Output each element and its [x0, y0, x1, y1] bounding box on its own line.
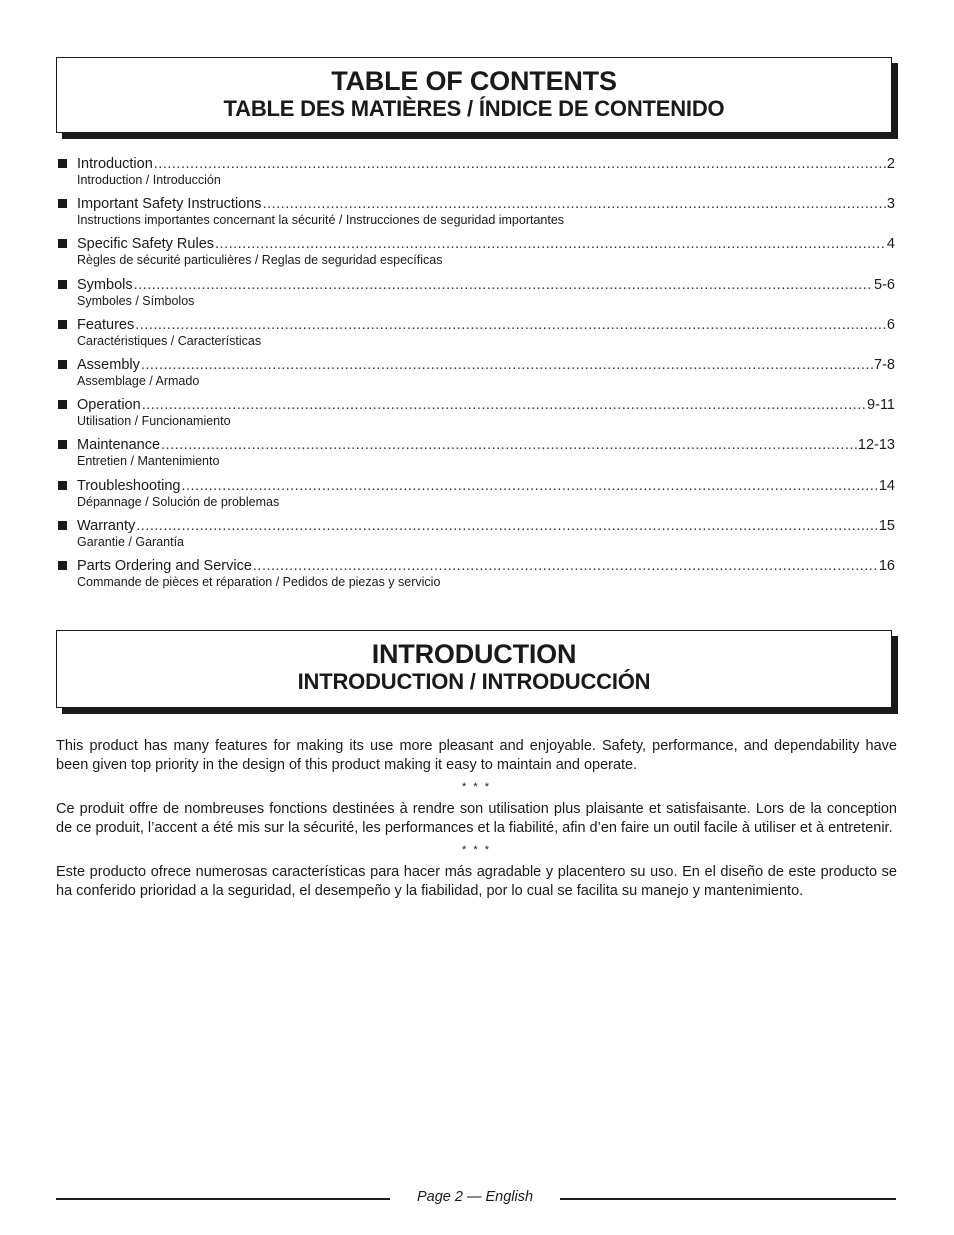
- separator-stars: * * *: [462, 844, 491, 856]
- intro-paragraph-french: Ce produit offre de nombreuses fonctions destinées à rendre son utilisation plus plaisante et satisfaisante. Lors de la conception de ce produit, l’accent a été mis sur la sécurité, les performances et la fiabilité, afin d’en faire un outil facile à utiliser et à entretenir.: [56, 801, 897, 836]
- toc-header: [56, 57, 898, 139]
- toc-entry[interactable]: [56, 557, 895, 597]
- toc-entry-translation: Commande de pièces et réparation / Pedidos de piezas y servicio: [77, 574, 441, 589]
- toc-entry-page: 12-13: [857, 437, 895, 454]
- dot-leader: [136, 517, 878, 535]
- toc-entry-page: 5-6: [874, 276, 895, 293]
- toc-entry-translation: Entretien / Mantenimiento: [77, 454, 220, 469]
- toc-entry-translation: Instructions importantes concernant la sécurité / Instrucciones de seguridad importantes: [77, 213, 565, 228]
- square-bullet-icon: [58, 159, 67, 168]
- toc-entry[interactable]: [56, 195, 895, 235]
- toc-entry[interactable]: [56, 517, 895, 557]
- toc-entry[interactable]: [56, 276, 895, 316]
- toc-entry-page: 14: [878, 477, 895, 494]
- intro-paragraph-spanish: Este producto ofrece numerosas características para hacer más agradable y placentero su uso. En el diseño de este producto se ha conferido prioridad a la seguridad, el desempeño y la fiabilidad, por lo cual se facilita su manejo y mantenimiento.: [56, 864, 897, 899]
- toc-entry-title: Operation: [77, 397, 141, 414]
- dot-leader: [263, 195, 886, 213]
- toc-entry-title: Features: [77, 316, 135, 333]
- introduction-subtitle: INTRODUCTION / INTRODUCCIÓN: [297, 669, 651, 694]
- toc-entry-title: Introduction: [77, 156, 153, 172]
- page-footer: [56, 1186, 896, 1210]
- dot-leader: [154, 155, 886, 173]
- toc-entry[interactable]: [56, 436, 895, 476]
- footer-rule-left: [56, 1198, 390, 1200]
- square-bullet-icon: [58, 400, 67, 409]
- introduction-header: [56, 630, 898, 714]
- toc-entry-title: Maintenance: [77, 437, 161, 454]
- footer-page-label: Page 2 — English: [416, 1189, 534, 1205]
- toc-entry[interactable]: [56, 396, 895, 436]
- toc-entry-title: Assembly: [77, 356, 140, 373]
- toc-entry-translation: Garantie / Garantía: [77, 534, 185, 549]
- toc-entry-page: 4: [886, 236, 895, 253]
- toc-entry-page: 7-8: [874, 356, 895, 373]
- toc-entry[interactable]: [56, 235, 895, 275]
- toc-entry[interactable]: [56, 477, 895, 517]
- introduction-header-box: [56, 630, 892, 708]
- dot-leader: [142, 396, 866, 414]
- toc-entry-page: 3: [886, 196, 895, 213]
- toc-entry-page: 6: [886, 316, 895, 333]
- toc-entry-page: 2: [886, 156, 895, 172]
- dot-leader: [181, 477, 877, 495]
- dot-leader: [134, 276, 873, 294]
- toc-entry-page: 16: [878, 557, 895, 574]
- dot-leader: [253, 557, 878, 575]
- toc-entry-title: Important Safety Instructions: [77, 196, 262, 213]
- footer-rule-right: [560, 1198, 896, 1200]
- square-bullet-icon: [58, 280, 67, 289]
- square-bullet-icon: [58, 561, 67, 570]
- dot-leader: [215, 235, 886, 253]
- toc-entry[interactable]: [56, 316, 895, 356]
- introduction-title: INTRODUCTION: [371, 639, 577, 669]
- separator-stars: * * *: [462, 781, 491, 793]
- toc-entry-translation: Règles de sécurité particulières / Reglas de seguridad específicas: [77, 253, 443, 268]
- square-bullet-icon: [58, 521, 67, 530]
- toc-entry-translation: Introduction / Introducción: [77, 173, 221, 187]
- toc-entry-page: 9-11: [867, 397, 895, 414]
- square-bullet-icon: [58, 199, 67, 208]
- square-bullet-icon: [58, 239, 67, 248]
- square-bullet-icon: [58, 440, 67, 449]
- dot-leader: [161, 436, 857, 454]
- toc-entry[interactable]: [56, 155, 895, 195]
- toc-entry-title: Warranty: [77, 517, 136, 534]
- square-bullet-icon: [58, 320, 67, 329]
- toc-entry-title: Parts Ordering and Service: [77, 557, 252, 574]
- square-bullet-icon: [58, 481, 67, 490]
- toc-entry-title: Specific Safety Rules: [77, 236, 215, 253]
- toc-entry-title: Symbols: [77, 276, 133, 293]
- introduction-body: [56, 737, 897, 900]
- toc-entry-translation: Symboles / Símbolos: [77, 293, 195, 308]
- toc-entry[interactable]: [56, 356, 895, 396]
- toc-entry-title: Troubleshooting: [77, 477, 181, 494]
- toc-header-box: [56, 57, 892, 133]
- square-bullet-icon: [58, 360, 67, 369]
- dot-leader: [141, 356, 873, 374]
- toc-list: [56, 155, 895, 597]
- intro-paragraph-english: This product has many features for making its use more pleasant and enjoyable. Safety, performance, and dependability have been given top priority in the design of this product making it easy to maintain and operate.: [56, 738, 897, 773]
- toc-entry-translation: Caractéristiques / Características: [77, 333, 262, 348]
- dot-leader: [135, 316, 886, 334]
- toc-entry-page: 15: [878, 517, 895, 534]
- toc-entry-translation: Assemblage / Armado: [77, 373, 200, 388]
- toc-entry-translation: Utilisation / Funcionamiento: [77, 414, 231, 429]
- toc-title: TABLE OF CONTENTS: [331, 66, 617, 96]
- toc-entry-translation: Dépannage / Solución de problemas: [77, 494, 280, 509]
- toc-subtitle: TABLE DES MATIÈRES / ÍNDICE DE CONTENIDO: [223, 96, 725, 121]
